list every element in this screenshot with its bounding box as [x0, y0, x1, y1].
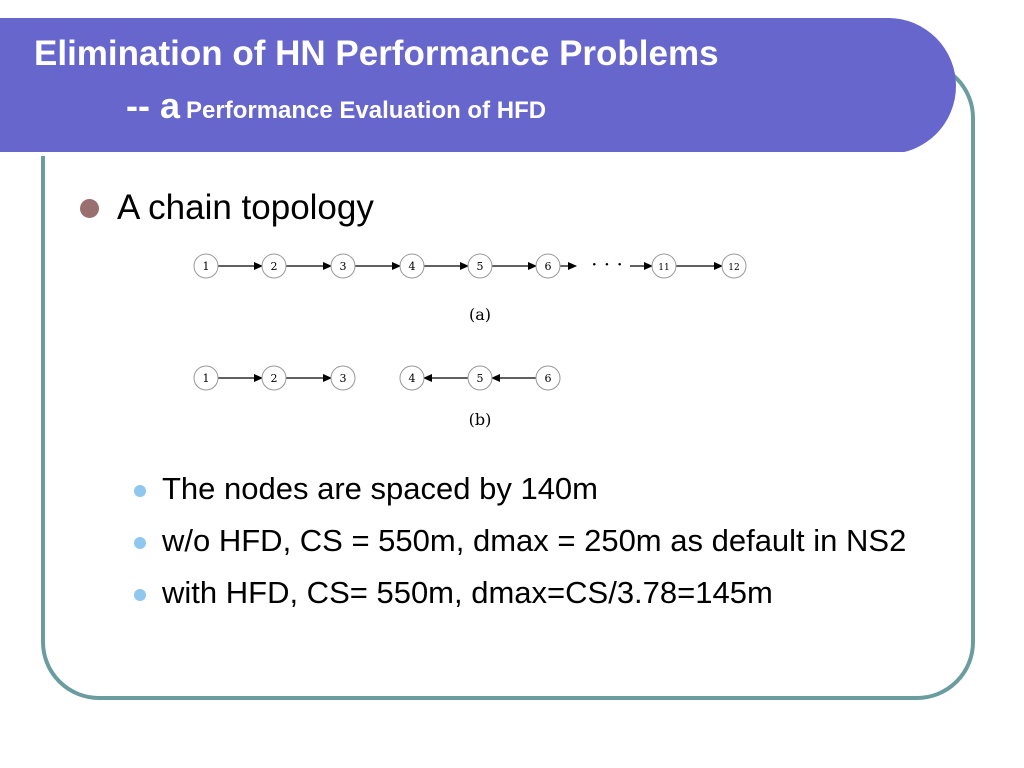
node-2 — [262, 366, 286, 390]
node-3 — [331, 254, 355, 278]
sub-bullet-dot — [134, 537, 146, 549]
node-label: 2 — [270, 372, 278, 385]
node-label: 12 — [728, 263, 740, 273]
node-6 — [536, 366, 560, 390]
node-4 — [400, 254, 424, 278]
node-label: 11 — [658, 263, 670, 273]
sub-bullet-dot — [134, 589, 146, 601]
node-6 — [536, 254, 560, 278]
node-1 — [194, 254, 218, 278]
main-bullet-text: A chain topology — [117, 188, 374, 227]
node-4 — [400, 366, 424, 390]
node-1 — [194, 366, 218, 390]
ellipsis-label: · · · — [591, 252, 623, 276]
node-label: 4 — [408, 260, 416, 273]
node-2 — [262, 254, 286, 278]
node-5 — [468, 254, 492, 278]
sub-bullet-list — [132, 470, 912, 626]
node-label: 6 — [544, 260, 552, 273]
sub-bullet-text: with HFD, CS= 550m, dmax=CS/3.78=145m — [162, 575, 773, 610]
node-11 — [652, 254, 676, 278]
node-label: 5 — [476, 260, 484, 273]
sub-bullet-dot — [134, 485, 146, 497]
node-label: 1 — [202, 260, 210, 273]
node-5 — [468, 366, 492, 390]
caption-a: (a) — [468, 305, 492, 324]
sub-bullet-item — [132, 574, 912, 611]
sub-bullet-text: The nodes are spaced by 140m — [162, 471, 598, 506]
node-3 — [331, 366, 355, 390]
node-label: 1 — [202, 372, 210, 385]
sub-bullet-text: w/o HFD, CS = 550m, dmax = 250m as default in NS2 — [162, 523, 907, 558]
sub-bullet-item — [132, 522, 912, 559]
slide-title: Elimination of HN Performance Problems — [34, 34, 719, 73]
subtitle-prefix: -- a — [126, 85, 180, 126]
node-label: 6 — [544, 372, 552, 385]
node-label: 4 — [408, 372, 416, 385]
subtitle-text: Performance Evaluation of HFD — [186, 97, 547, 124]
node-label: 3 — [339, 260, 347, 273]
node-12 — [722, 254, 746, 278]
caption-b: (b) — [468, 410, 492, 429]
sub-bullet-item — [132, 470, 912, 507]
node-label: 5 — [476, 372, 484, 385]
node-label: 2 — [270, 260, 278, 273]
node-label: 3 — [339, 372, 347, 385]
